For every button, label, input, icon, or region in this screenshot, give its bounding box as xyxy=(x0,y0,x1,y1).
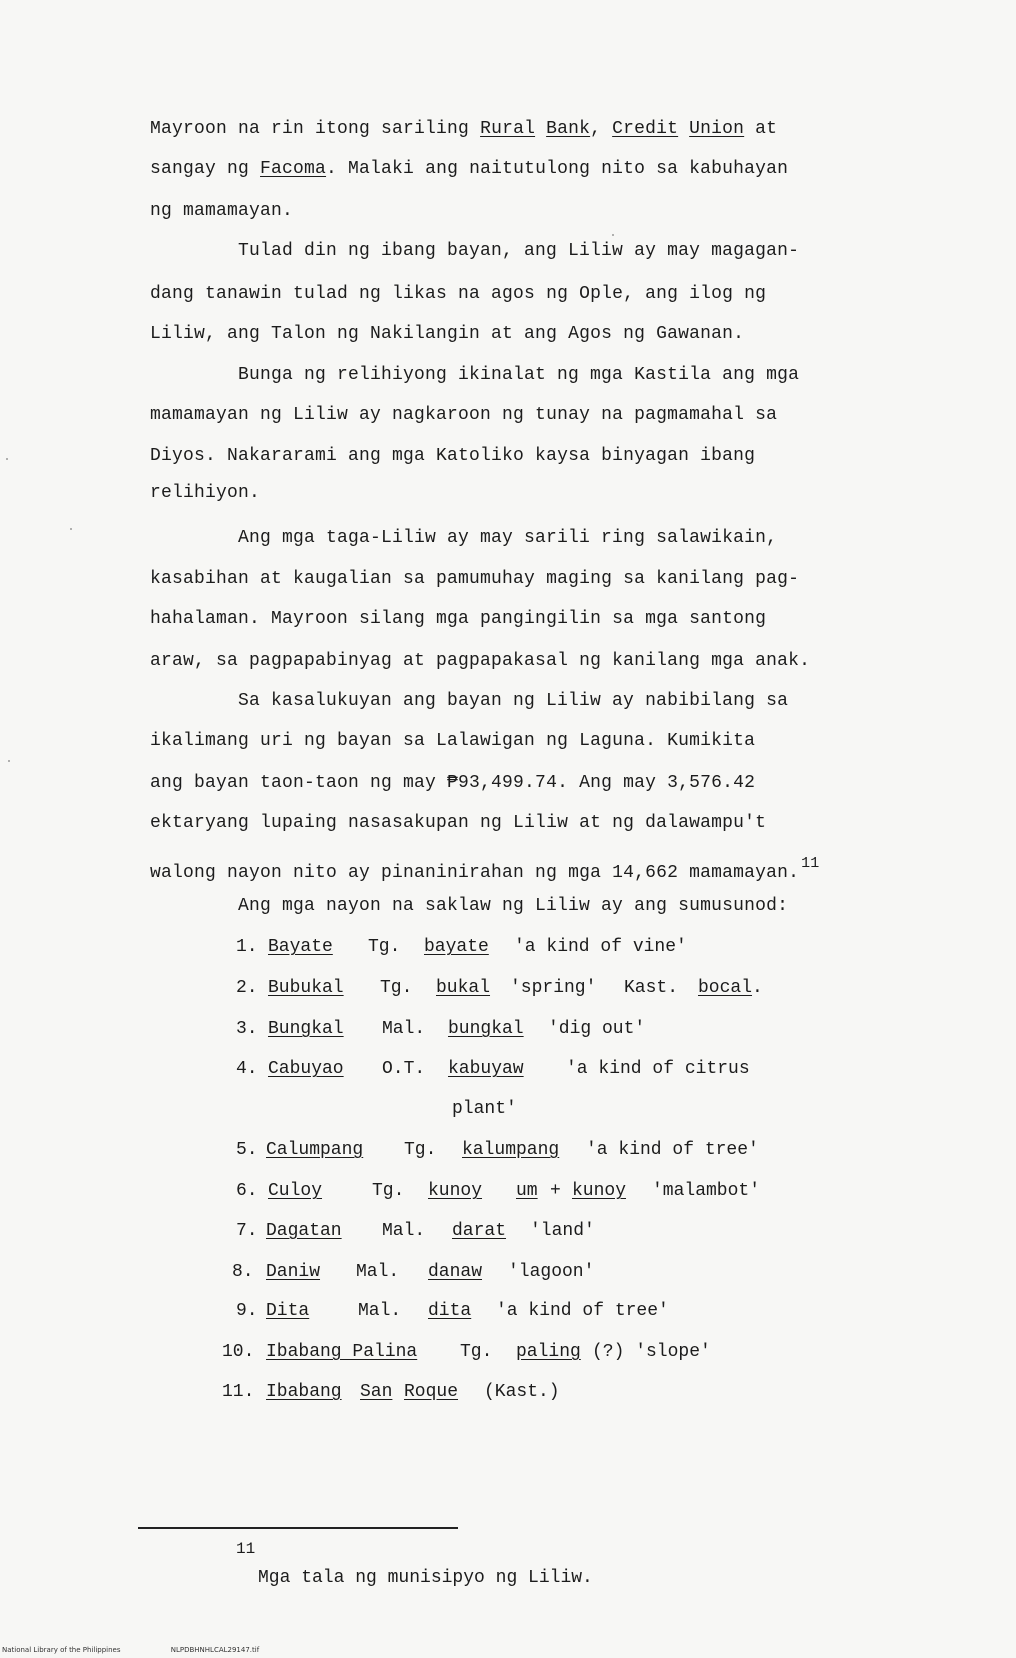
village-name: Daniw xyxy=(266,1262,321,1282)
p3-line-2: mamamayan ng Liliw ay nagkaroon ng tunay na pagmamahal sa xyxy=(150,405,778,425)
root-word: kunoy xyxy=(572,1181,627,1201)
item-number: 7. xyxy=(236,1221,258,1241)
village-name: Culoy xyxy=(268,1181,323,1201)
root-word: paling xyxy=(516,1342,581,1362)
gloss: 'dig out' xyxy=(548,1019,646,1039)
text: at xyxy=(744,119,778,139)
text: walong nayon nito ay pinaninirahan ng mga 14,662 mamamayan. xyxy=(150,863,800,883)
p1-line-1 xyxy=(150,118,777,140)
root-word: bukal xyxy=(436,978,491,998)
etymon-word: bocal xyxy=(698,978,753,998)
affix: um xyxy=(516,1181,538,1201)
p5-line-4: ektaryang lupaing nasasakupan ng Liliw at ng dalawampu't xyxy=(150,813,767,833)
p2-line-3: Liliw, ang Talon ng Nakilangin at ang Agos ng Gawanan. xyxy=(150,324,745,344)
item-number: 1. xyxy=(236,937,258,957)
item-number: 4. xyxy=(236,1059,258,1079)
footnote-text: Mga tala ng munisipyo ng Liliw. xyxy=(258,1568,593,1588)
p2-line-2: dang tanawin tulad ng likas na agos ng Ople, ang ilog ng xyxy=(150,284,767,304)
language-abbrev: Kast. xyxy=(624,978,679,998)
underlined-facoma: Facoma xyxy=(260,159,327,179)
p4-line-4: araw, sa pagpapabinyag at pagpapakasal ng kanilang mga anak. xyxy=(150,651,811,671)
p3-line-4: relihiyon. xyxy=(150,483,261,503)
item-number: 10. xyxy=(222,1342,255,1362)
list-intro: Ang mga nayon na saklaw ng Liliw ay ang sumusunod: xyxy=(238,896,789,916)
village-name: Bungkal xyxy=(268,1019,344,1039)
root-word: kalumpang xyxy=(462,1140,560,1160)
gloss: 'spring' xyxy=(510,978,597,998)
item-number: 11. xyxy=(222,1382,255,1402)
language-abbrev: (Kast.) xyxy=(484,1382,560,1402)
p5-line-1: Sa kasalukuyan ang bayan ng Liliw ay nabibilang sa xyxy=(238,691,789,711)
footnote-divider xyxy=(138,1527,458,1529)
language-abbrev: Mal. xyxy=(358,1301,402,1321)
village-name: Dagatan xyxy=(266,1221,342,1241)
p5-line-5 xyxy=(150,853,820,884)
root-word: bayate xyxy=(424,937,489,957)
etymon xyxy=(698,977,763,999)
item-number: 3. xyxy=(236,1019,258,1039)
language-abbrev: Tg. xyxy=(368,937,401,957)
root-word: darat xyxy=(452,1221,507,1241)
village-name: Dita xyxy=(266,1301,310,1321)
scan-footer xyxy=(2,1646,307,1655)
footnote-ref: 11 xyxy=(801,855,820,872)
gloss: (?) 'slope' xyxy=(592,1342,711,1362)
language-abbrev: O.T. xyxy=(382,1059,426,1079)
gloss: 'a kind of tree' xyxy=(496,1301,669,1321)
p3-line-3: Diyos. Nakararami ang mga Katoliko kaysa binyagan ibang xyxy=(150,446,756,466)
p1-line-3: ng mamamayan. xyxy=(150,201,294,221)
gloss: 'a kind of citrus xyxy=(566,1059,750,1079)
village-name: Cabuyao xyxy=(268,1059,344,1079)
gloss: 'malambot' xyxy=(652,1181,761,1201)
language-abbrev: Mal. xyxy=(356,1262,400,1282)
text: . Malaki ang naitutulong nito sa kabuhayan xyxy=(326,159,789,179)
village-name: Ibabang Palina xyxy=(266,1342,418,1362)
text: , xyxy=(590,119,613,139)
village-name: Bayate xyxy=(268,937,333,957)
gloss: 'a kind of vine' xyxy=(514,937,687,957)
language-abbrev: Mal. xyxy=(382,1221,426,1241)
scan-speck xyxy=(8,760,10,762)
p5-line-3: ang bayan taon-taon ng may ₱93,499.74. Ang may 3,576.42 xyxy=(150,773,756,793)
p1-line-2 xyxy=(150,158,788,180)
scan-speck xyxy=(70,528,72,530)
text: sangay ng xyxy=(150,159,261,179)
village-name: Roque xyxy=(404,1382,459,1402)
p4-line-1: Ang mga taga-Liliw ay may sarili ring salawikain, xyxy=(238,528,778,548)
language-abbrev: Tg. xyxy=(460,1342,493,1362)
item-number: 6. xyxy=(236,1181,258,1201)
language-abbrev: Tg. xyxy=(372,1181,405,1201)
plus-sign: + xyxy=(550,1181,561,1201)
village-name: Calumpang xyxy=(266,1140,364,1160)
text: Mayroon na rin itong sariling xyxy=(150,119,481,139)
p2-line-1: Tulad din ng ibang bayan, ang Liliw ay may magagan- xyxy=(238,241,800,261)
text: . xyxy=(752,978,763,998)
p4-line-3: hahalaman. Mayroon silang mga pangingilin sa mga santong xyxy=(150,609,767,629)
root-word: kabuyaw xyxy=(448,1059,524,1079)
underlined-credit: Credit xyxy=(612,119,679,139)
language-abbrev: Tg. xyxy=(380,978,413,998)
footer-library: National Library of the Philippines xyxy=(2,1646,121,1654)
item-number: 8. xyxy=(232,1262,254,1282)
root-word: dita xyxy=(428,1301,472,1321)
p4-line-2: kasabihan at kaugalian sa pamumuhay maging sa kanilang pag- xyxy=(150,569,800,589)
item-number: 9. xyxy=(236,1301,258,1321)
language-abbrev: Mal. xyxy=(382,1019,426,1039)
p3-line-1: Bunga ng relihiyong ikinalat ng mga Kastila ang mga xyxy=(238,365,800,385)
item-number: 5. xyxy=(236,1140,258,1160)
root-word: danaw xyxy=(428,1262,483,1282)
language-abbrev: Tg. xyxy=(404,1140,437,1160)
gloss: 'lagoon' xyxy=(508,1262,595,1282)
scan-speck xyxy=(612,234,614,236)
footnote-number: 11 xyxy=(236,1540,256,1558)
village-name: San xyxy=(360,1382,393,1402)
underlined-rural: Rural xyxy=(480,119,536,139)
gloss: 'a kind of tree' xyxy=(586,1140,759,1160)
underlined-bank: Bank xyxy=(546,119,591,139)
underlined-union: Union xyxy=(689,119,745,139)
gloss-continuation: plant' xyxy=(452,1099,517,1119)
gloss: 'land' xyxy=(530,1221,595,1241)
item-number: 2. xyxy=(236,978,258,998)
scan-speck xyxy=(6,458,8,460)
p5-line-2: ikalimang uri ng bayan sa Lalawigan ng Laguna. Kumikita xyxy=(150,731,756,751)
root-word: kunoy xyxy=(428,1181,483,1201)
footer-filename: NLPDBHNHLCAL29147.tif xyxy=(170,1646,260,1654)
village-name: Ibabang xyxy=(266,1382,342,1402)
root-word: bungkal xyxy=(448,1019,524,1039)
village-name: Bubukal xyxy=(268,978,344,998)
